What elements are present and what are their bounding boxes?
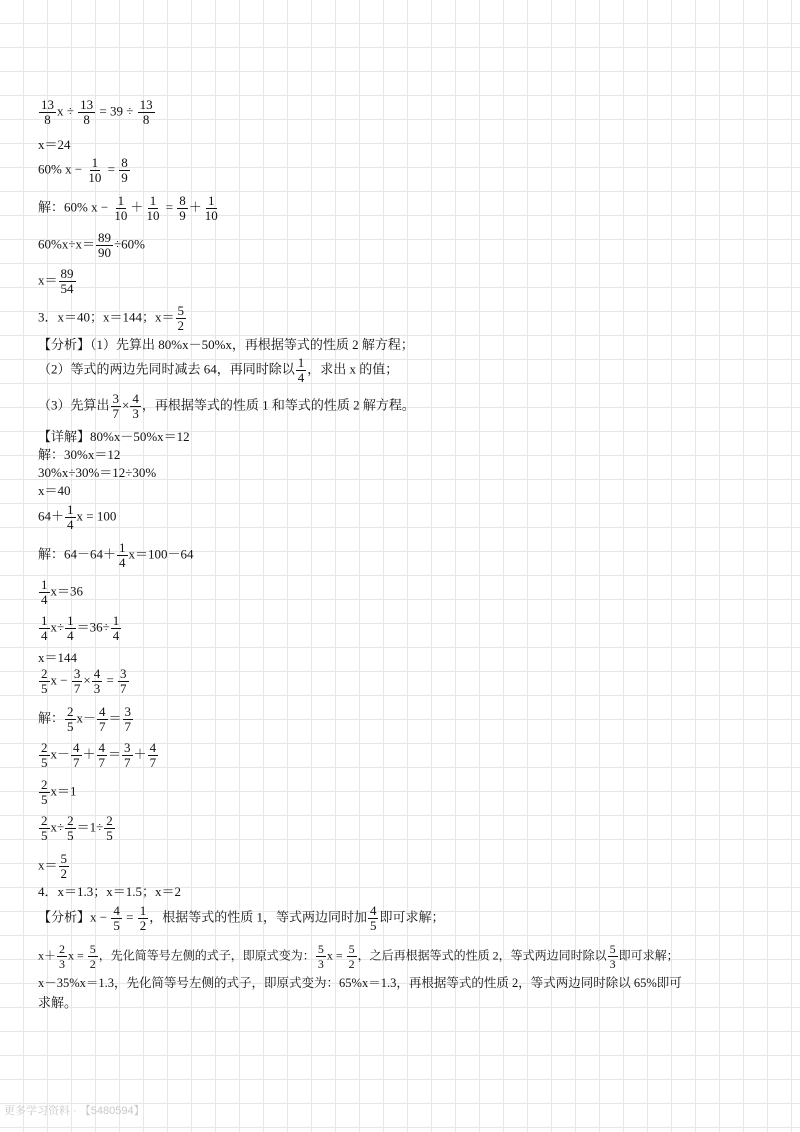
fraction: $\frac{1}{4}$ xyxy=(112,613,120,643)
equation-line: 解： $\frac{2}{5}$ x－ $\frac{4}{7}$ ＝ $\frac{3}{7}$ xyxy=(38,704,132,734)
fraction: $\frac{4}{3}$ xyxy=(132,391,139,421)
fraction: $\frac{4}{5}$ xyxy=(369,903,377,933)
equation-line: x＝24 xyxy=(38,137,71,152)
equation-line: x＝ $\frac{5}{2}$ xyxy=(38,851,68,881)
fraction: $\frac{4}{5}$ xyxy=(113,903,120,933)
fraction: $\frac{4}{7}$ xyxy=(98,740,106,770)
fraction: $\frac{3}{7}$ xyxy=(124,704,132,734)
detail-line: 【详解】80%x－50%x＝12 xyxy=(38,429,190,444)
fraction: $\frac{13}{8}$ xyxy=(139,97,153,127)
equation-line: $\frac{2}{5}$ x－ $\frac{4}{7}$ ＋ $\frac{4}{7}$ ＝ $\frac{3}{7}$ ＋ $\frac{4}{7}$ xyxy=(41,740,157,770)
fraction: $\frac{5}{2}$ xyxy=(348,942,355,971)
fraction: $\frac{4}{7}$ xyxy=(73,740,80,770)
fraction: $\frac{5}{3}$ xyxy=(317,942,324,971)
fraction: $\frac{5}{3}$ xyxy=(609,942,616,971)
analysis-line: 【分析】（1）先算出 80%x－50%x，再根据等式的性质 2 解方程； xyxy=(38,337,414,352)
fraction: $\frac{1}{4}$ xyxy=(41,577,48,607)
equation-line: x＝ $\frac{89}{54}$ xyxy=(38,266,74,296)
equation-line: $\frac{2}{5}$ x＝1 xyxy=(41,777,77,807)
fraction: $\frac{1}{10}$ xyxy=(88,155,102,185)
fraction: $\frac{1}{10}$ xyxy=(114,193,128,223)
equation-line: 64＋ $\frac{1}{4}$ x = 100 xyxy=(38,502,117,532)
analysis-line: 求解。 xyxy=(38,995,78,1010)
fraction: $\frac{5}{2}$ xyxy=(60,851,68,881)
footer-watermark: 更多学习资料 · 【5480594】 xyxy=(4,1105,145,1117)
fraction: $\frac{13}{8}$ xyxy=(41,97,54,127)
fraction: $\frac{8}{9}$ xyxy=(121,155,128,185)
fraction: $\frac{2}{5}$ xyxy=(41,777,48,807)
equation-line: 60%x÷x＝ $\frac{89}{90}$ ÷60% xyxy=(38,230,145,260)
fraction: $\frac{3}{7}$ xyxy=(120,666,127,696)
equation-line: 解：64－64＋ $\frac{1}{4}$ x＝100－64 xyxy=(38,540,194,570)
answer-line: 4．x＝1.3；x＝1.5；x＝2 xyxy=(38,884,182,899)
fraction: $\frac{13}{8}$ xyxy=(80,97,94,127)
fraction: $\frac{3}{7}$ xyxy=(112,391,120,421)
fraction: $\frac{1}{10}$ xyxy=(146,193,160,223)
fraction: $\frac{1}{4}$ xyxy=(67,613,74,643)
analysis-line: 【分析】x − $\frac{4}{5}$ = $\frac{1}{2}$ ，根据等式的性质 1，等式两边同时加 $\frac{4}{5}$ 即可求解； xyxy=(38,903,445,933)
fraction: $\frac{8}{9}$ xyxy=(179,193,186,223)
fraction: $\frac{2}{5}$ xyxy=(41,813,48,843)
fraction: $\frac{1}{4}$ xyxy=(67,502,74,532)
fraction: $\frac{4}{7}$ xyxy=(99,704,106,734)
fraction: $\frac{1}{4}$ xyxy=(119,540,126,570)
analysis-line: （3）先算出 $\frac{3}{7}$ × $\frac{4}{3}$ ，再根据等式的性质 1 和等式的性质 2 解方程。 xyxy=(38,391,415,421)
fraction: $\frac{89}{54}$ xyxy=(60,266,74,296)
equation-line: x＝144 xyxy=(38,650,78,665)
analysis-line: x＋ $\frac{2}{3}$ x = $\frac{5}{2}$ ，先化简等号左侧的式子，即原式变为： $\frac{5}{3}$ x = $\frac{5}{2}$ ，之后再根据等式的性质 2，等式两边同时除以 $\frac{5}{3}$ 即可求解； xyxy=(38,942,679,971)
fraction: $\frac{3}{7}$ xyxy=(73,666,81,696)
equation-line: 30%x÷30%＝12÷30% xyxy=(38,465,157,480)
equation-line: $\frac{13}{8}$ x ÷ $\frac{13}{8}$ = 39 ÷ $\frac{13}{8}$ xyxy=(41,97,153,127)
equation-line: $\frac{2}{5}$ x − $\frac{3}{7}$ × $\frac{4}{3}$ = $\frac{3}{7}$ xyxy=(41,666,127,696)
fraction: $\frac{1}{4}$ xyxy=(297,355,305,385)
answer-line: 3．x＝40；x＝144；x＝ $\frac{5}{2}$ xyxy=(38,303,185,333)
fraction: $\frac{1}{4}$ xyxy=(41,613,48,643)
fraction: $\frac{5}{2}$ xyxy=(89,942,96,971)
fraction: $\frac{2}{3}$ xyxy=(59,942,66,971)
fraction: $\frac{89}{90}$ xyxy=(97,230,111,260)
equation-line: $\frac{2}{5}$ x÷ $\frac{2}{5}$ ＝1÷ $\frac{2}{5}$ xyxy=(41,813,113,843)
fraction: $\frac{3}{7}$ xyxy=(124,740,131,770)
fraction: $\frac{4}{3}$ xyxy=(93,666,101,696)
equation-line: $\frac{1}{4}$ x＝36 xyxy=(41,577,84,607)
equation-line: 解：30%x＝12 xyxy=(38,447,121,462)
equation-line: $\frac{1}{4}$ x÷ $\frac{1}{4}$ ＝36÷ $\frac{1}{4}$ xyxy=(41,613,120,643)
fraction: $\frac{2}{5}$ xyxy=(67,704,74,734)
fraction: $\frac{2}{5}$ xyxy=(41,740,48,770)
fraction: $\frac{5}{2}$ xyxy=(177,303,185,333)
fraction: $\frac{2}{5}$ xyxy=(41,666,48,696)
fraction: $\frac{2}{5}$ xyxy=(67,813,74,843)
fraction: $\frac{1}{2}$ xyxy=(139,903,147,933)
fraction: $\frac{4}{7}$ xyxy=(149,740,157,770)
fraction: $\frac{2}{5}$ xyxy=(106,813,113,843)
equation-line: x＝40 xyxy=(38,483,71,498)
analysis-line: x－35%x＝1.3，先化简等号左侧的式子，即原式变为：65%x＝1.3，再根据等式的性质 2，等式两边同时除以 65%即可 xyxy=(38,976,682,990)
equation-line: 60% x − $\frac{1}{10}$ = $\frac{8}{9}$ xyxy=(38,155,128,185)
equation-line: 解：60% x − $\frac{1}{10}$ ＋ $\frac{1}{10}$ = $\frac{8}{9}$ ＋ $\frac{1}{10}$ xyxy=(38,193,218,223)
fraction: $\frac{1}{10}$ xyxy=(204,193,218,223)
analysis-line: （2）等式的两边先同时减去 64，再同时除以 $\frac{1}{4}$ ，求出 x 的值； xyxy=(38,355,399,385)
